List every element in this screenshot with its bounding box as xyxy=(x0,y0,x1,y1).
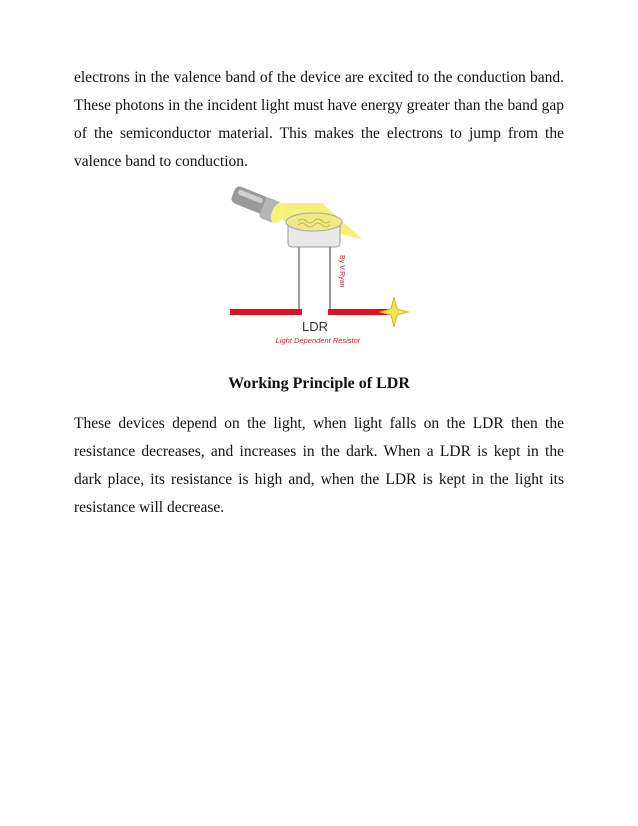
figure-subtitle: Light Dependent Resistor xyxy=(275,336,361,345)
figure-caption: Working Principle of LDR xyxy=(228,375,410,392)
spark-star-icon xyxy=(380,297,408,327)
torch-icon xyxy=(230,185,288,225)
ldr-figure xyxy=(222,185,417,355)
figure-watermark: By V.Ryan xyxy=(338,255,345,288)
ldr-sensor xyxy=(286,213,342,247)
paragraph-intro: electrons in the valence band of the device are excited to the conduction band. These photons in the incident light must have energy greater than the band gap of the semiconductor material. This makes the electrons to jump from the valence band to conduction. xyxy=(74,69,564,170)
wire-left xyxy=(230,309,302,315)
paragraph-principle: These devices depend on the light, when light falls on the LDR then the resistance decreases, and increases in the dark. When a LDR is kept in the dark place, its resistance is high and, when the LDR is kept in the light its resistance will decrease. xyxy=(74,415,564,516)
ldr-diagram xyxy=(222,185,417,355)
figure-title: LDR xyxy=(301,319,329,334)
